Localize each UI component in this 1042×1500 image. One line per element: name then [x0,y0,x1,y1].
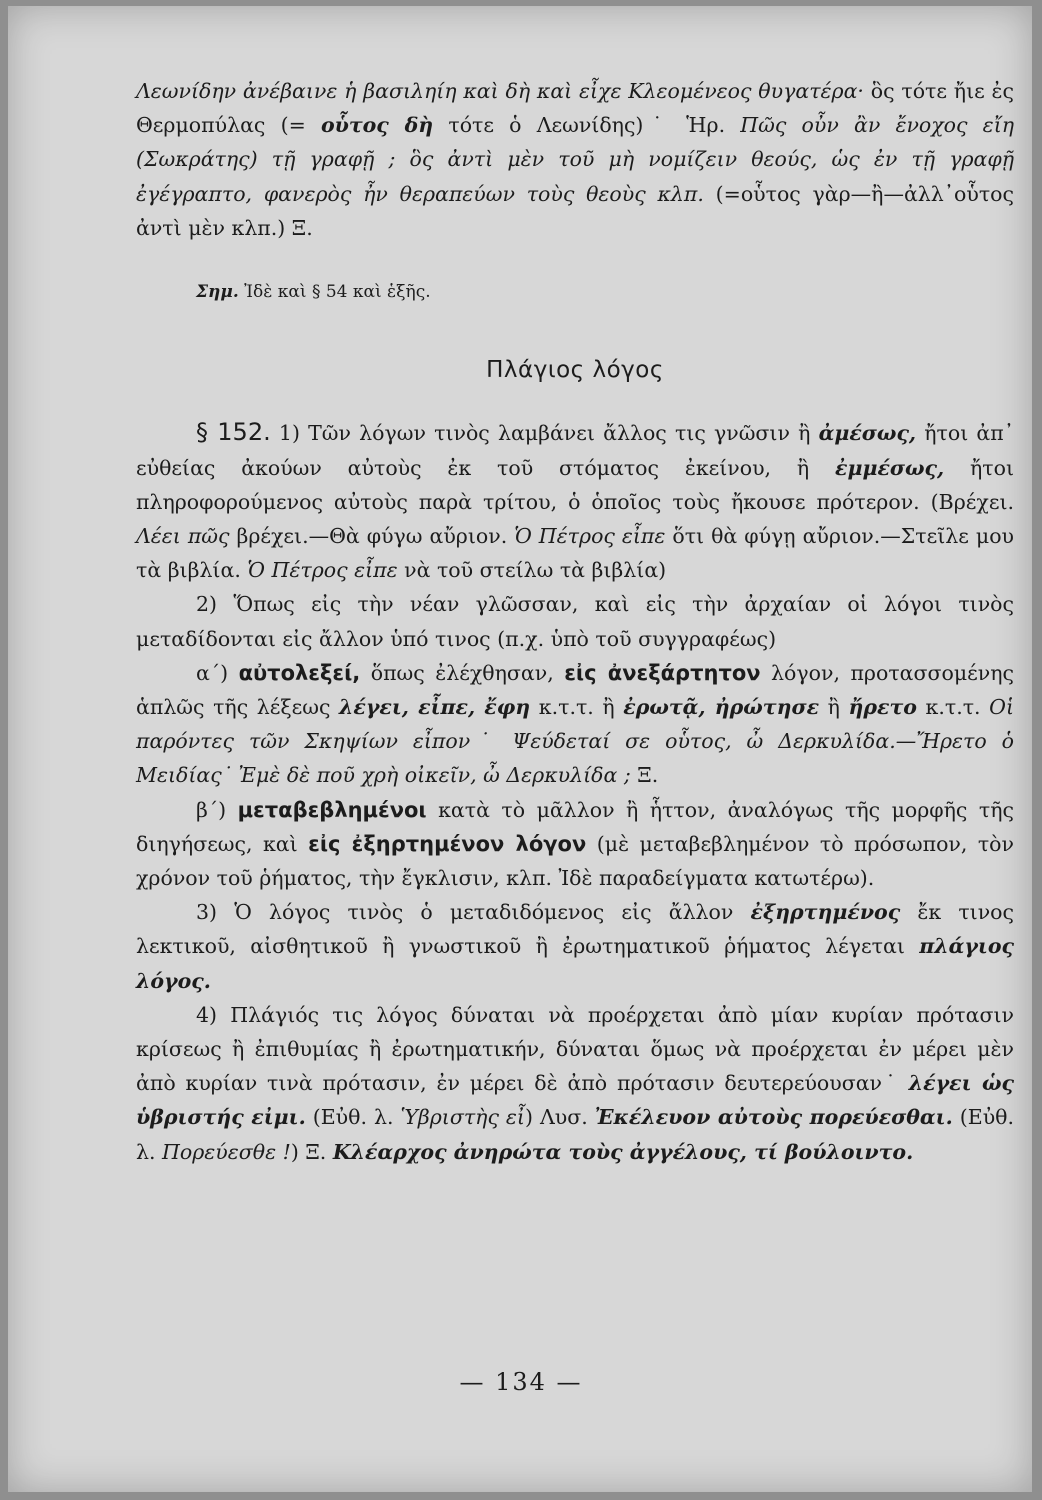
page-number: — 134 — [459,1368,583,1396]
term: εἰς ἀνεξάρτητον [564,660,761,685]
text-run: (=οὗτος γὰρ—ἢ—ἀλλ᾽οὗτος ἀντὶ μὲν κλπ.) Ξ. [136,181,1015,240]
text-run: 4) Πλάγιός τις λόγος δύναται νὰ προέρχεται ἀπὸ μίαν κυρίαν πρότασιν κρίσεως ἢ ἐπιθυμίας ἢ ἐρωτηματικήν, δύναται ὅμως νὰ προέρχεται ἐν μέρει μὲν ἀπὸ κυρίαν τινὰ πρότασιν, ἐν μέρει δὲ ἀπὸ πρότασιν δευτερεύουσαν˙ [136,1002,1014,1096]
text-run: νὰ τοῦ στείλω τὰ βιβλία) [397,558,667,583]
italic-text: Ὑβριστὴς εἶ [400,1105,525,1130]
term: εἰς ἐξηρτημένον λόγον [308,831,587,856]
text-run: (μὲ μεταβεβλημένον τὸ πρόσωπον, τὸν χρόνον τοῦ ῥήματος, τὴν ἔγκλισιν, κλπ. Ἰδὲ παραδείγματα κατωτέρω). [136,831,1014,891]
text-run: ἢ [819,695,849,720]
section-number: § 152. [196,418,271,447]
text-run: ὅπως ἐλέχθησαν, [360,660,565,685]
note [136,275,1014,309]
italic-text: Ὁ Πέτρος εἶπε [247,558,398,583]
paragraph-3 [136,656,1014,793]
quote-text: Οἱ παρόντες τῶν Σκηψίων εἶπον˙ Ψεύδεταί σε οὗτος, ὦ Δερκυλίδα.—Ἤρετο ὁ Μειδίας˙ Ἐμὲ δὲ ποῦ χρὴ οἰκεῖν, ὦ Δερκυλίδα ; [136,695,1015,788]
emphasis: λέγει, εἶπε, ἔφη [339,695,531,720]
paragraph-4 [136,793,1014,896]
emphasis: ἀμέσως, [818,421,917,446]
note-text: Ἰδὲ καὶ § 54 καὶ ἑξῆς. [238,282,431,303]
italic-text: Ὁ Πέτρος εἶπε [514,524,666,549]
text-run: ὅτι θὰ φύγῃ αὔριον.—Στεῖλε μου τὰ βιβλία. [136,524,1014,583]
emphasis: Κλέαρχος ἀνηρώτα τοὺς ἀγγέλους, τί βούλοιντο. [332,1139,914,1164]
emphasis: ἐμμέσως, [834,455,945,480]
text-run: β΄) [196,797,238,822]
emphasis: πλάγιος λόγος. [136,934,1014,993]
italic-text: Πορεύεσθε ! [162,1139,291,1164]
text-run: Ξ. [630,763,659,788]
page-body [136,74,1014,1169]
text-run: τότε ὁ Λεωνίδης)˙ Ἡρ. [433,113,741,138]
quote-text: Πῶς οὖν ἂν ἔνοχος εἴη (Σωκράτης) τῇ γραφῇ ; ὃς ἀντὶ μὲν τοῦ μὴ νομίζειν θεούς, ὡς ἐν τῇ γραφῇ ἐγέγραπτο, φανερὸς ἦν θεραπεύων τοὺς θεοὺς κλπ. [136,113,1015,206]
paragraph-6 [136,998,1014,1169]
emphasis: Ἐκέλευον αὐτοὺς πορεύεσθαι. [594,1105,953,1130]
quote-text: Λεωνίδην ἀνέβαινε ἡ βασιληίη καὶ δὴ καὶ εἶχε Κλεομένεος θυγατέρα· [136,79,864,103]
text-run: (Εὐθ. λ. [136,1105,1015,1164]
section-heading: Πλάγιος λόγος [486,357,664,384]
emphasis: ἤρετο [848,695,917,720]
text-run: ) Ξ. [290,1139,333,1164]
text-run: ἤτοι πληροφορούμενος αὐτοὺς παρὰ τρίτου, ὁ ὁποῖος τοὺς ἤκουσε πρότερον. (Βρέχει. [136,455,1014,514]
text-run: α΄) [196,660,239,685]
paragraph-2: 2) Ὅπως εἰς τὴν νέαν γλῶσσαν, καὶ εἰς τὴν ἀρχαίαν οἱ λόγοι τινὸς μεταδίδονται εἰς ἄλλον ὑπό τινος (π.χ. ὑπὸ τοῦ συγγραφέως) [136,592,1014,651]
text-run: βρέχει.—Θὰ φύγω αὔριον. [229,524,515,549]
text-run: ἔκ τινος λεκτικοῦ, αἰσθητικοῦ ἢ γνωστικοῦ ἢ ἐρωτηματικοῦ ῥήματος λέγεται [136,900,1014,959]
text-run: κατὰ τὸ μᾶλλον ἢ ἧττον, ἀναλόγως τῆς μορφῆς τῆς διηγήσεως, καὶ [136,797,1014,856]
text-run: κ.τ.τ. ἢ [530,695,624,720]
term: αὐτολεξεί, [238,660,361,685]
text-run: 1) Τῶν λόγων τινὸς λαμβάνει ἄλλος τις γνῶσιν ἢ [270,421,819,446]
text-run: κ.τ.τ. [916,695,990,720]
emphasis: λέγει ὡς ὑβριστής εἰμι. [136,1071,1015,1130]
text-run: λόγον, προτασσομένης ἁπλῶς τῆς λέξεως [136,660,1014,720]
text-run: ἤτοι ἀπ᾽ εὐθείας ἀκούων αὐτοὺς ἐκ τοῦ στόματος ἐκείνου, ἢ [136,421,1014,480]
intro-paragraph [136,74,1014,245]
emphasis: ἐρωτᾷ, ἠρώτησε [623,695,820,720]
text-run: (Εὐθ. λ. [305,1105,401,1130]
text-run: ὃς τότε ἤιε ἐς Θερμοπύλας (= [136,79,1014,138]
paragraph-5 [136,895,1014,998]
term: μεταβεβλημένοι [237,797,427,822]
emphasis: ἐξηρτημένος [750,900,901,925]
book-page [8,6,1032,1492]
paragraph-1 [136,415,1014,587]
italic-text: Λέει πῶς [136,524,230,549]
emphasis: οὗτος δὴ [320,113,434,138]
text-run: 3) Ὁ λόγος τινὸς ὁ μεταδιδόμενος εἰς ἄλλον [196,900,751,925]
note-label: Σημ. [196,282,239,303]
text-run: ) Λυσ. [524,1105,595,1130]
